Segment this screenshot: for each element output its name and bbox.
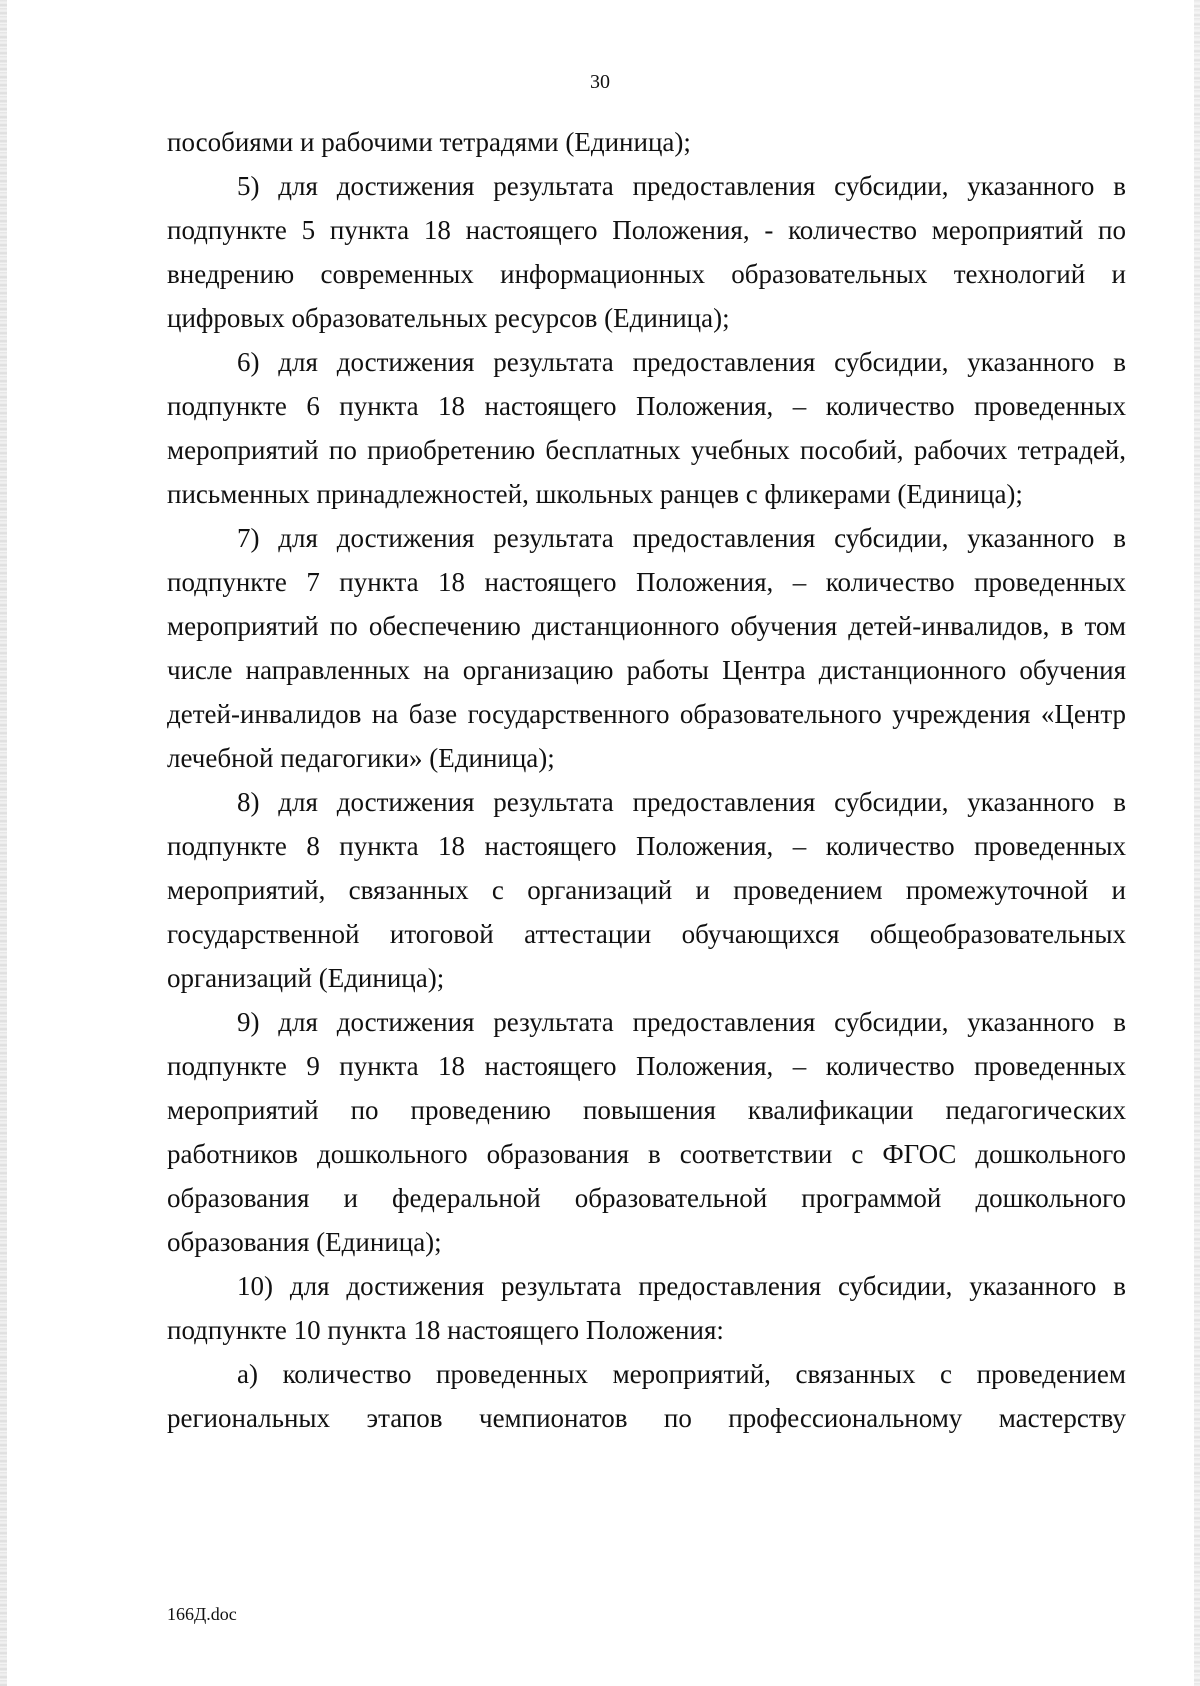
paragraph-item-9: 9) для достижения результата предоставления субсидии, указанного в подпункте 9 пункта 18 настоящего Положения, – количество проведенных мероприятий по проведению повышения квалификации педагогических работников дошкольного образования в соответствии с ФГОС дошкольного образования и федеральной образовательной программой дошкольного образования (Единица); (167, 1007, 1126, 1257)
paragraph-item-5: 5) для достижения результата предоставления субсидии, указанного в подпункте 5 пункта 18 настоящего Положения, - количество мероприятий по внедрению современных информационных образовательных технологий и цифровых образовательных ресурсов (Единица); (167, 171, 1126, 333)
document-body (167, 120, 1126, 1440)
document-filename: 166Д.doc (167, 1604, 237, 1624)
page-number: 30 (590, 71, 610, 93)
scan-edge-right (1194, 0, 1200, 1686)
paragraph-item-10: 10) для достижения результата предоставления субсидии, указанного в подпункте 10 пункта 18 настоящего Положения: (167, 1271, 1126, 1345)
paragraph-continuation: пособиями и рабочими тетрадями (Единица); (167, 127, 691, 157)
paragraph-item-10a: а) количество проведенных мероприятий, связанных с проведением региональных этапов чемпионатов по профессиональному мастерству (167, 1359, 1126, 1433)
scan-edge-left (0, 0, 7, 1686)
paragraph-item-7: 7) для достижения результата предоставления субсидии, указанного в подпункте 7 пункта 18 настоящего Положения, – количество проведенных мероприятий по обеспечению дистанционного обучения детей-инвалидов, в том числе направленных на организацию работы Центра дистанционного обучения детей-инвалидов на базе государственного образовательного учреждения «Центр лечебной педагогики» (Единица); (167, 523, 1126, 773)
paragraph-item-8: 8) для достижения результата предоставления субсидии, указанного в подпункте 8 пункта 18 настоящего Положения, – количество проведенных мероприятий, связанных с организаций и проведением промежуточной и государственной итоговой аттестации обучающихся общеобразовательных организаций (Единица); (167, 787, 1126, 993)
paragraph-item-6: 6) для достижения результата предоставления субсидии, указанного в подпункте 6 пункта 18 настоящего Положения, – количество проведенных мероприятий по приобретению бесплатных учебных пособий, рабочих тетрадей, письменных принадлежностей, школьных ранцев с фликерами (Единица); (167, 347, 1126, 509)
